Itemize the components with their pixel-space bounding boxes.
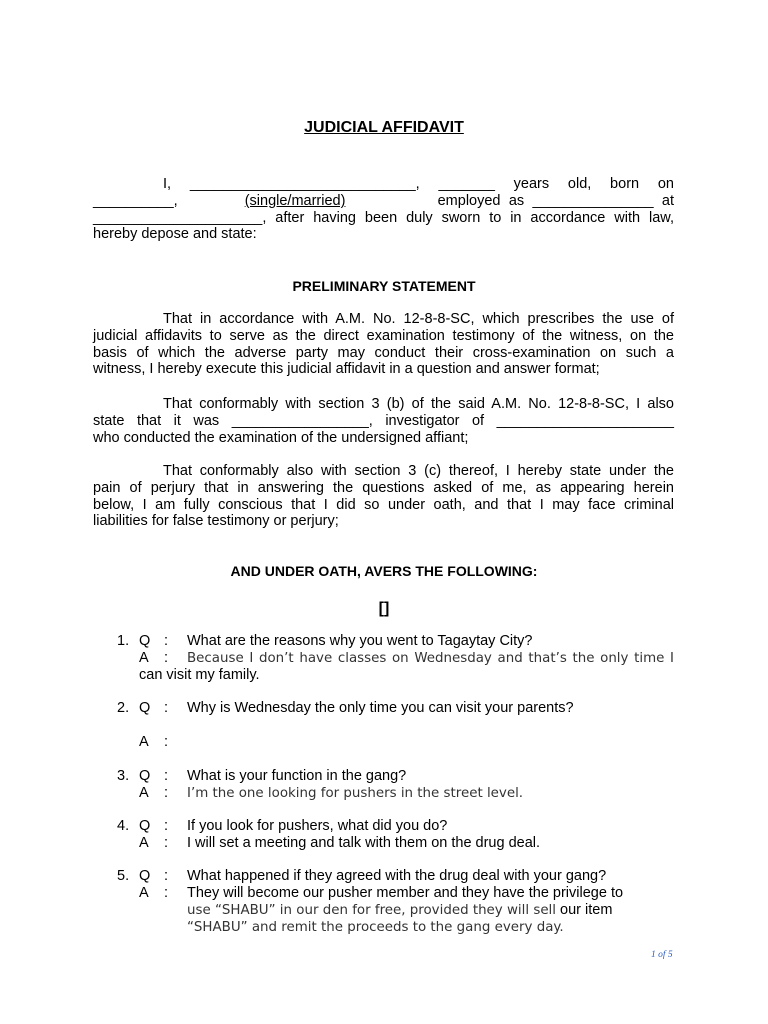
answer-text-continued: can visit my family.: [139, 667, 260, 683]
colon: :: [164, 818, 169, 834]
answer-text-continued: [187, 902, 674, 919]
question-text: What are the reasons why you went to Tagaytay City?: [187, 633, 533, 649]
answer-label: A: [139, 734, 149, 750]
question-label: Q: [139, 700, 151, 716]
civil-status-option: (single/married): [244, 192, 346, 209]
qa-number: 2.: [117, 700, 130, 716]
answer-text-part: use “SHABU” in our den for free, provided they will sell: [187, 903, 557, 918]
p2-line-2: state that it was _________________, investigator of ______________________: [93, 412, 674, 429]
answer-text: I’m the one looking for pushers in the street level.: [187, 786, 524, 801]
qa-item-5: [0, 868, 768, 938]
question-label: Q: [139, 768, 151, 784]
page-number: 1 of 5: [651, 950, 673, 960]
answer-text: I will set a meeting and talk with them on the drug deal.: [187, 835, 541, 851]
answer-text-continued: “SHABU” and remit the proceeds to the gang every day.: [187, 920, 564, 935]
qa-number: 1.: [117, 633, 130, 649]
colon: :: [164, 700, 169, 716]
preliminary-paragraph-3: [93, 463, 674, 530]
p3-line-2: pain of perjury that in answering the questions asked of me, as appearing herein: [93, 479, 674, 496]
bracket-marker: []: [378, 600, 390, 617]
question-label: Q: [139, 818, 151, 834]
answer-label: A: [139, 650, 149, 666]
p1-line-2: judicial affidavits to serve as the direct examination testimony of the witness, on the: [93, 327, 674, 344]
colon: :: [164, 868, 169, 884]
qa-item-4: [0, 818, 768, 852]
document-title: JUDICIAL AFFIDAVIT: [304, 119, 464, 136]
answer-text: Because I don’t have classes on Wednesday and that’s the only time I: [187, 651, 674, 666]
colon: :: [164, 633, 169, 649]
p1-line-4: witness, I hereby execute this judicial affidavit in a question and answer format;: [93, 361, 600, 378]
answer-label: A: [139, 885, 149, 901]
colon: :: [164, 768, 169, 784]
intro-employment: employed as _______________ at: [437, 192, 674, 209]
p1-line-1: That in accordance with A.M. No. 12-8-8-SC, which prescribes the use of: [163, 311, 674, 327]
intro-line-4: hereby depose and state:: [93, 226, 257, 243]
intro-line-3: _____________________, after having been duly sworn to in accordance with law,: [93, 209, 674, 226]
colon: :: [164, 785, 169, 801]
question-text: What is your function in the gang?: [187, 768, 407, 784]
p2-line-1: That conformably with section 3 (b) of the said A.M. No. 12-8-8-SC, I also: [163, 396, 674, 412]
colon: :: [164, 650, 169, 666]
p1-line-3: basis of which the adverse party may conduct their cross-examination on such a: [93, 344, 674, 361]
question-label: Q: [139, 633, 151, 649]
answer-text-part: our item: [556, 902, 613, 918]
preliminary-paragraph-1: [93, 311, 674, 378]
answer-text: They will become our pusher member and they have the privilege to: [187, 885, 624, 901]
question-text: What happened if they agreed with the drug deal with your gang?: [187, 868, 607, 884]
oath-heading: AND UNDER OATH, AVERS THE FOLLOWING:: [230, 563, 538, 579]
qa-number: 3.: [117, 768, 130, 784]
qa-item-3: [0, 768, 768, 802]
intro-line-1: I, ____________________________, _______ years old, born on: [163, 176, 674, 192]
colon: :: [164, 885, 169, 901]
p2-line-3: who conducted the examination of the undersigned affiant;: [93, 429, 469, 446]
intro-paragraph: [93, 176, 674, 243]
colon: :: [164, 835, 169, 851]
intro-line-2: [93, 193, 674, 210]
p3-line-3: below, I am fully conscious that I did so under oath, and that I may face criminal: [93, 496, 674, 513]
p3-line-1: That conformably also with section 3 (c) thereof, I hereby state under the: [163, 463, 674, 479]
preliminary-heading: PRELIMINARY STATEMENT: [292, 278, 476, 294]
preliminary-paragraph-2: [93, 396, 674, 446]
question-text: If you look for pushers, what did you do?: [187, 818, 448, 834]
qa-item-2: [0, 700, 768, 752]
intro-born-date-blank: __________,: [93, 192, 178, 209]
answer-label: A: [139, 785, 149, 801]
qa-number: 4.: [117, 818, 130, 834]
answer-label: A: [139, 835, 149, 851]
question-text: Why is Wednesday the only time you can visit your parents?: [187, 700, 574, 716]
qa-number: 5.: [117, 868, 130, 884]
qa-item-1: [0, 633, 768, 683]
colon: :: [164, 734, 169, 750]
p3-line-4: liabilities for false testimony or perjury;: [93, 513, 339, 530]
question-label: Q: [139, 868, 151, 884]
